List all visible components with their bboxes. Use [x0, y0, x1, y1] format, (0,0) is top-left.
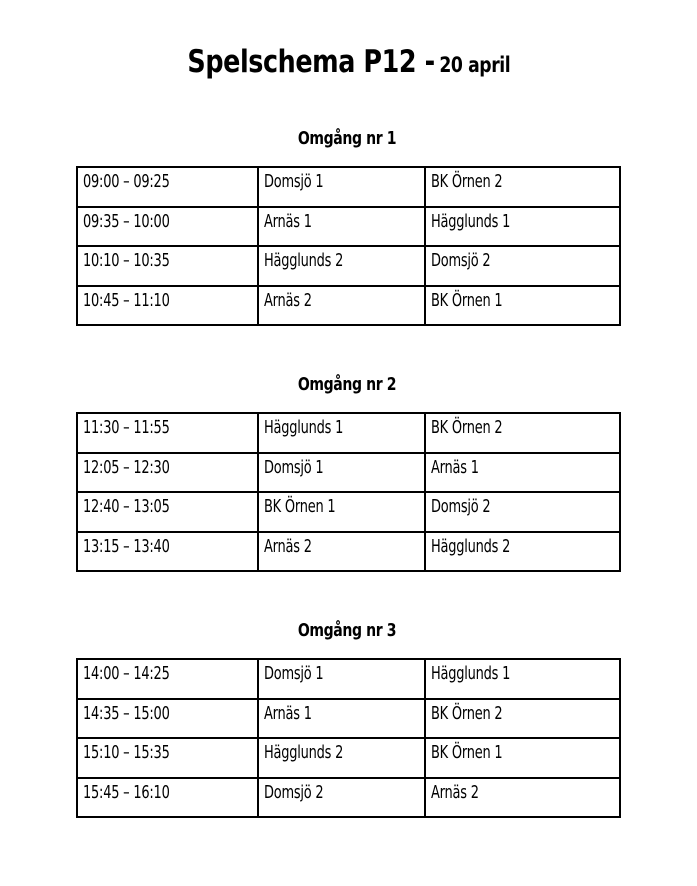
away-team: BK Örnen 2: [425, 699, 620, 739]
match-time: 09:35 – 10:00: [77, 207, 258, 247]
match-time: 14:35 – 15:00: [77, 699, 258, 739]
match-time: 15:10 – 15:35: [77, 738, 258, 778]
match-time: 12:05 – 12:30: [77, 453, 258, 493]
round-2-section: [76, 374, 619, 572]
away-team: BK Örnen 2: [425, 413, 620, 453]
title-date: 20 april: [438, 53, 510, 77]
round-1-section: [76, 128, 619, 326]
away-team: Domsjö 2: [425, 246, 620, 286]
table-row: [77, 246, 620, 286]
away-team: Hägglunds 1: [425, 659, 620, 699]
home-team: Arnäs 1: [258, 699, 425, 739]
home-team: Hägglunds 2: [258, 738, 425, 778]
table-row: [77, 286, 620, 326]
home-team: Domsjö 2: [258, 778, 425, 818]
match-time: 10:45 – 11:10: [77, 286, 258, 326]
home-team: Domsjö 1: [258, 659, 425, 699]
match-time: 12:40 – 13:05: [77, 492, 258, 532]
schedule-table-round-3: [76, 658, 621, 818]
match-time: 15:45 – 16:10: [77, 778, 258, 818]
table-row: [77, 699, 620, 739]
round-3-section: [76, 620, 619, 818]
table-row: [77, 532, 620, 572]
home-team: BK Örnen 1: [258, 492, 425, 532]
away-team: Domsjö 2: [425, 492, 620, 532]
table-row: [77, 659, 620, 699]
table-row: [77, 778, 620, 818]
match-time: 14:00 – 14:25: [77, 659, 258, 699]
table-row: [77, 453, 620, 493]
home-team: Hägglunds 2: [258, 246, 425, 286]
away-team: BK Örnen 2: [425, 167, 620, 207]
schedule-table-round-1: [76, 166, 621, 326]
table-row: [77, 207, 620, 247]
match-time: 11:30 – 11:55: [77, 413, 258, 453]
title-main: Spelschema P12 -: [187, 44, 435, 80]
away-team: BK Örnen 1: [425, 738, 620, 778]
round-heading: Omgång nr 2: [298, 374, 397, 395]
match-time: 10:10 – 10:35: [77, 246, 258, 286]
table-row: [77, 167, 620, 207]
table-row: [77, 413, 620, 453]
home-team: Domsjö 1: [258, 167, 425, 207]
away-team: BK Örnen 1: [425, 286, 620, 326]
page-title: [0, 44, 697, 80]
round-heading: Omgång nr 1: [298, 128, 397, 149]
table-row: [77, 738, 620, 778]
home-team: Arnäs 1: [258, 207, 425, 247]
match-time: 09:00 – 09:25: [77, 167, 258, 207]
home-team: Hägglunds 1: [258, 413, 425, 453]
away-team: Arnäs 2: [425, 778, 620, 818]
round-heading: Omgång nr 3: [298, 620, 397, 641]
away-team: Arnäs 1: [425, 453, 620, 493]
table-row: [77, 492, 620, 532]
away-team: Hägglunds 1: [425, 207, 620, 247]
away-team: Hägglunds 2: [425, 532, 620, 572]
home-team: Domsjö 1: [258, 453, 425, 493]
home-team: Arnäs 2: [258, 286, 425, 326]
home-team: Arnäs 2: [258, 532, 425, 572]
schedule-table-round-2: [76, 412, 621, 572]
match-time: 13:15 – 13:40: [77, 532, 258, 572]
